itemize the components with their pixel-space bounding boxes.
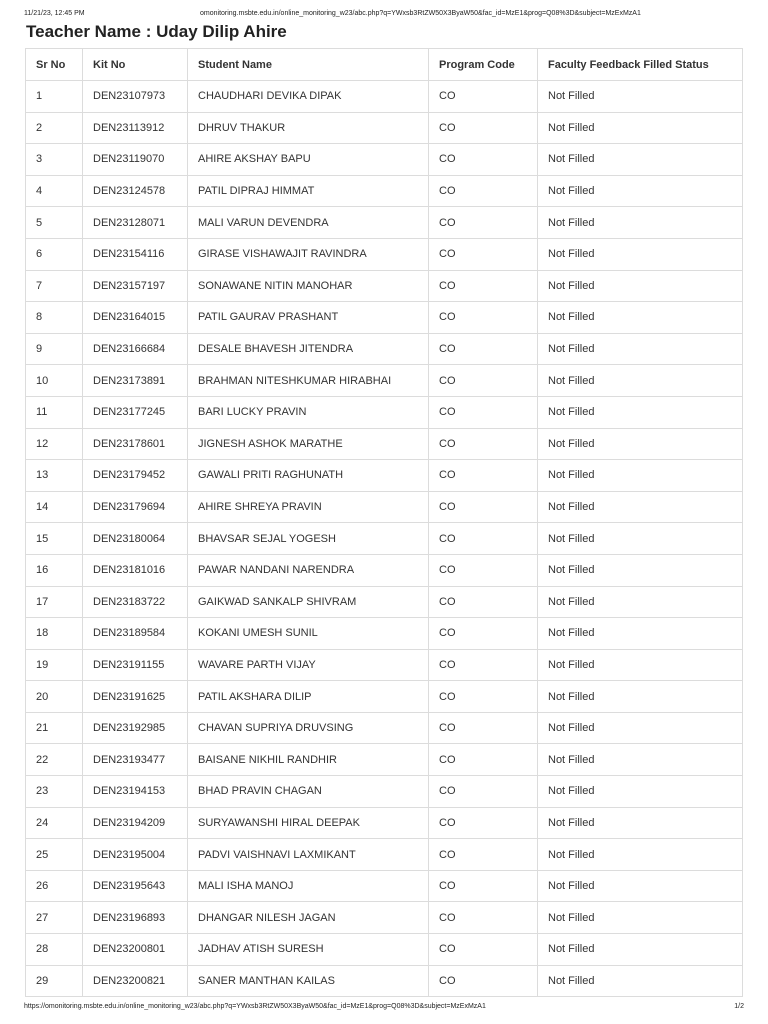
table-header xyxy=(26,49,743,81)
cell-sr-no: 16 xyxy=(26,554,83,586)
table-row xyxy=(26,270,743,302)
cell-program-code: CO xyxy=(429,112,538,144)
cell-sr-no: 8 xyxy=(26,302,83,334)
col-header-student-name: Student Name xyxy=(188,49,429,81)
table-row xyxy=(26,902,743,934)
cell-program-code: CO xyxy=(429,554,538,586)
table-row xyxy=(26,112,743,144)
cell-sr-no: 25 xyxy=(26,839,83,871)
table-row xyxy=(26,523,743,555)
print-datetime: 11/21/23, 12:45 PM xyxy=(24,10,85,17)
cell-sr-no: 2 xyxy=(26,112,83,144)
table-row xyxy=(26,554,743,586)
feedback-table-container xyxy=(25,48,742,997)
cell-feedback-status: Not Filled xyxy=(538,270,743,302)
cell-kit-no: DEN23200821 xyxy=(83,965,188,997)
table-row xyxy=(26,934,743,966)
cell-student-name: GAWALI PRITI RAGHUNATH xyxy=(188,460,429,492)
cell-student-name: CHAVAN SUPRIYA DRUVSING xyxy=(188,712,429,744)
cell-feedback-status: Not Filled xyxy=(538,902,743,934)
cell-sr-no: 19 xyxy=(26,649,83,681)
table-row xyxy=(26,965,743,997)
table-row xyxy=(26,776,743,808)
cell-student-name: BHAD PRAVIN CHAGAN xyxy=(188,776,429,808)
cell-feedback-status: Not Filled xyxy=(538,523,743,555)
cell-student-name: SANER MANTHAN KAILAS xyxy=(188,965,429,997)
cell-feedback-status: Not Filled xyxy=(538,870,743,902)
cell-kit-no: DEN23195643 xyxy=(83,870,188,902)
cell-student-name: GAIKWAD SANKALP SHIVRAM xyxy=(188,586,429,618)
cell-feedback-status: Not Filled xyxy=(538,712,743,744)
cell-program-code: CO xyxy=(429,870,538,902)
cell-sr-no: 6 xyxy=(26,238,83,270)
cell-kit-no: DEN23173891 xyxy=(83,365,188,397)
cell-feedback-status: Not Filled xyxy=(538,965,743,997)
cell-feedback-status: Not Filled xyxy=(538,839,743,871)
cell-sr-no: 27 xyxy=(26,902,83,934)
table-row xyxy=(26,681,743,713)
print-header-url: omonitoring.msbte.edu.in/online_monitoring_w23/abc.php?q=YWxsb3RtZW50X3ByaW50&fac_id=MzE1&prog=Q08%3D&subject=MzExMzA1 xyxy=(200,10,641,17)
print-footer-url: https://omonitoring.msbte.edu.in/online_monitoring_w23/abc.php?q=YWxsb3RtZW50X3ByaW50&fac_id=MzE1&prog=Q08%3D&subject=MzExMzA1 xyxy=(24,1003,486,1010)
cell-program-code: CO xyxy=(429,934,538,966)
cell-program-code: CO xyxy=(429,839,538,871)
table-row xyxy=(26,81,743,113)
cell-kit-no: DEN23113912 xyxy=(83,112,188,144)
table-body xyxy=(26,81,743,997)
cell-kit-no: DEN23195004 xyxy=(83,839,188,871)
table-row xyxy=(26,586,743,618)
cell-sr-no: 13 xyxy=(26,460,83,492)
cell-student-name: DESALE BHAVESH JITENDRA xyxy=(188,333,429,365)
table-row xyxy=(26,618,743,650)
table-row xyxy=(26,396,743,428)
cell-kit-no: DEN23157197 xyxy=(83,270,188,302)
cell-sr-no: 10 xyxy=(26,365,83,397)
table-row xyxy=(26,712,743,744)
cell-student-name: DHRUV THAKUR xyxy=(188,112,429,144)
table-row xyxy=(26,839,743,871)
cell-kit-no: DEN23194209 xyxy=(83,807,188,839)
cell-kit-no: DEN23193477 xyxy=(83,744,188,776)
cell-sr-no: 3 xyxy=(26,144,83,176)
cell-program-code: CO xyxy=(429,428,538,460)
cell-feedback-status: Not Filled xyxy=(538,396,743,428)
cell-program-code: CO xyxy=(429,649,538,681)
cell-feedback-status: Not Filled xyxy=(538,807,743,839)
cell-program-code: CO xyxy=(429,396,538,428)
cell-program-code: CO xyxy=(429,491,538,523)
cell-program-code: CO xyxy=(429,776,538,808)
cell-feedback-status: Not Filled xyxy=(538,81,743,113)
cell-kit-no: DEN23119070 xyxy=(83,144,188,176)
cell-sr-no: 18 xyxy=(26,618,83,650)
cell-kit-no: DEN23189584 xyxy=(83,618,188,650)
cell-kit-no: DEN23154116 xyxy=(83,238,188,270)
cell-student-name: GIRASE VISHAWAJIT RAVINDRA xyxy=(188,238,429,270)
cell-student-name: CHAUDHARI DEVIKA DIPAK xyxy=(188,81,429,113)
cell-feedback-status: Not Filled xyxy=(538,744,743,776)
cell-feedback-status: Not Filled xyxy=(538,428,743,460)
cell-student-name: PAWAR NANDANI NARENDRA xyxy=(188,554,429,586)
table-row xyxy=(26,144,743,176)
page-number: 1/2 xyxy=(734,1003,744,1010)
col-header-feedback-status: Faculty Feedback Filled Status xyxy=(538,49,743,81)
cell-student-name: PATIL AKSHARA DILIP xyxy=(188,681,429,713)
cell-sr-no: 15 xyxy=(26,523,83,555)
cell-feedback-status: Not Filled xyxy=(538,302,743,334)
cell-feedback-status: Not Filled xyxy=(538,144,743,176)
cell-sr-no: 22 xyxy=(26,744,83,776)
cell-feedback-status: Not Filled xyxy=(538,776,743,808)
cell-feedback-status: Not Filled xyxy=(538,491,743,523)
cell-sr-no: 5 xyxy=(26,207,83,239)
cell-program-code: CO xyxy=(429,270,538,302)
cell-kit-no: DEN23196893 xyxy=(83,902,188,934)
cell-kit-no: DEN23124578 xyxy=(83,175,188,207)
cell-feedback-status: Not Filled xyxy=(538,238,743,270)
cell-feedback-status: Not Filled xyxy=(538,586,743,618)
cell-kit-no: DEN23180064 xyxy=(83,523,188,555)
cell-kit-no: DEN23191155 xyxy=(83,649,188,681)
table-row xyxy=(26,365,743,397)
table-row xyxy=(26,238,743,270)
cell-feedback-status: Not Filled xyxy=(538,365,743,397)
cell-kit-no: DEN23194153 xyxy=(83,776,188,808)
cell-kit-no: DEN23179452 xyxy=(83,460,188,492)
print-header xyxy=(24,10,744,22)
table-row xyxy=(26,870,743,902)
cell-program-code: CO xyxy=(429,807,538,839)
cell-kit-no: DEN23177245 xyxy=(83,396,188,428)
table-row xyxy=(26,428,743,460)
cell-sr-no: 29 xyxy=(26,965,83,997)
cell-feedback-status: Not Filled xyxy=(538,333,743,365)
cell-sr-no: 21 xyxy=(26,712,83,744)
cell-program-code: CO xyxy=(429,681,538,713)
table-row xyxy=(26,333,743,365)
cell-kit-no: DEN23179694 xyxy=(83,491,188,523)
cell-program-code: CO xyxy=(429,365,538,397)
cell-sr-no: 20 xyxy=(26,681,83,713)
cell-student-name: DHANGAR NILESH JAGAN xyxy=(188,902,429,934)
cell-program-code: CO xyxy=(429,712,538,744)
cell-sr-no: 1 xyxy=(26,81,83,113)
cell-student-name: JIGNESH ASHOK MARATHE xyxy=(188,428,429,460)
cell-student-name: BHAVSAR SEJAL YOGESH xyxy=(188,523,429,555)
page-title: Teacher Name : Uday Dilip Ahire xyxy=(26,22,287,41)
cell-feedback-status: Not Filled xyxy=(538,112,743,144)
col-header-kit-no: Kit No xyxy=(83,49,188,81)
cell-kit-no: DEN23183722 xyxy=(83,586,188,618)
cell-sr-no: 9 xyxy=(26,333,83,365)
cell-feedback-status: Not Filled xyxy=(538,554,743,586)
cell-student-name: BRAHMAN NITESHKUMAR HIRABHAI xyxy=(188,365,429,397)
cell-feedback-status: Not Filled xyxy=(538,681,743,713)
table-row xyxy=(26,175,743,207)
cell-student-name: BAISANE NIKHIL RANDHIR xyxy=(188,744,429,776)
table-row xyxy=(26,807,743,839)
cell-sr-no: 7 xyxy=(26,270,83,302)
cell-program-code: CO xyxy=(429,333,538,365)
feedback-status-table xyxy=(25,48,743,997)
cell-kit-no: DEN23164015 xyxy=(83,302,188,334)
cell-sr-no: 24 xyxy=(26,807,83,839)
cell-sr-no: 11 xyxy=(26,396,83,428)
cell-student-name: SURYAWANSHI HIRAL DEEPAK xyxy=(188,807,429,839)
cell-feedback-status: Not Filled xyxy=(538,175,743,207)
cell-sr-no: 17 xyxy=(26,586,83,618)
cell-program-code: CO xyxy=(429,238,538,270)
cell-student-name: PATIL DIPRAJ HIMMAT xyxy=(188,175,429,207)
print-footer xyxy=(24,1003,744,1015)
cell-program-code: CO xyxy=(429,586,538,618)
cell-student-name: JADHAV ATISH SURESH xyxy=(188,934,429,966)
table-row xyxy=(26,744,743,776)
cell-kit-no: DEN23200801 xyxy=(83,934,188,966)
table-header-row xyxy=(26,49,743,81)
cell-kit-no: DEN23128071 xyxy=(83,207,188,239)
cell-sr-no: 23 xyxy=(26,776,83,808)
table-row xyxy=(26,649,743,681)
cell-feedback-status: Not Filled xyxy=(538,207,743,239)
cell-program-code: CO xyxy=(429,523,538,555)
cell-student-name: PADVI VAISHNAVI LAXMIKANT xyxy=(188,839,429,871)
cell-program-code: CO xyxy=(429,144,538,176)
cell-student-name: WAVARE PARTH VIJAY xyxy=(188,649,429,681)
cell-kit-no: DEN23107973 xyxy=(83,81,188,113)
cell-feedback-status: Not Filled xyxy=(538,649,743,681)
cell-program-code: CO xyxy=(429,965,538,997)
col-header-sr-no: Sr No xyxy=(26,49,83,81)
cell-feedback-status: Not Filled xyxy=(538,934,743,966)
cell-kit-no: DEN23178601 xyxy=(83,428,188,460)
cell-feedback-status: Not Filled xyxy=(538,460,743,492)
cell-student-name: PATIL GAURAV PRASHANT xyxy=(188,302,429,334)
cell-sr-no: 26 xyxy=(26,870,83,902)
cell-student-name: AHIRE AKSHAY BAPU xyxy=(188,144,429,176)
cell-program-code: CO xyxy=(429,175,538,207)
cell-program-code: CO xyxy=(429,81,538,113)
cell-program-code: CO xyxy=(429,744,538,776)
table-row xyxy=(26,207,743,239)
cell-program-code: CO xyxy=(429,207,538,239)
cell-program-code: CO xyxy=(429,618,538,650)
cell-sr-no: 12 xyxy=(26,428,83,460)
cell-student-name: SONAWANE NITIN MANOHAR xyxy=(188,270,429,302)
cell-sr-no: 4 xyxy=(26,175,83,207)
cell-student-name: KOKANI UMESH SUNIL xyxy=(188,618,429,650)
table-row xyxy=(26,302,743,334)
cell-kit-no: DEN23166684 xyxy=(83,333,188,365)
cell-kit-no: DEN23192985 xyxy=(83,712,188,744)
cell-student-name: AHIRE SHREYA PRAVIN xyxy=(188,491,429,523)
table-row xyxy=(26,460,743,492)
cell-kit-no: DEN23191625 xyxy=(83,681,188,713)
cell-sr-no: 14 xyxy=(26,491,83,523)
table-row xyxy=(26,491,743,523)
col-header-program-code: Program Code xyxy=(429,49,538,81)
cell-feedback-status: Not Filled xyxy=(538,618,743,650)
cell-student-name: MALI ISHA MANOJ xyxy=(188,870,429,902)
cell-student-name: BARI LUCKY PRAVIN xyxy=(188,396,429,428)
cell-kit-no: DEN23181016 xyxy=(83,554,188,586)
cell-program-code: CO xyxy=(429,902,538,934)
cell-program-code: CO xyxy=(429,460,538,492)
cell-program-code: CO xyxy=(429,302,538,334)
cell-sr-no: 28 xyxy=(26,934,83,966)
cell-student-name: MALI VARUN DEVENDRA xyxy=(188,207,429,239)
